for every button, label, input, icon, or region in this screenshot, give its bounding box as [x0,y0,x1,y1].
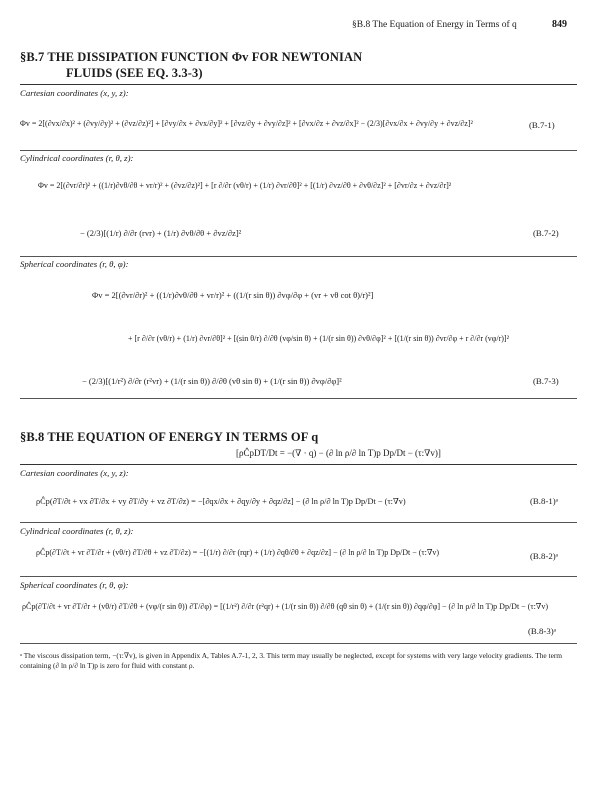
page-number: 849 [552,19,567,30]
coord-label-cylindrical: Cylindrical coordinates (r, θ, z): [20,153,134,163]
equation-number-b7-1: (B.7-1) [529,120,555,130]
equation-number-b8-2: (B.8-2)ᵃ [530,551,559,561]
equation-number-b7-3: (B.7-3) [533,376,559,386]
coord-label-spherical-b8: Spherical coordinates (r, θ, φ): [20,580,129,590]
equation-b7-1: Φv = 2[(∂vx/∂x)² + (∂vy/∂y)² + (∂vz/∂z)²] + [∂vy/∂x + ∂vx/∂y]² + [∂vz/∂y + ∂vy/∂z]² + [∂vx/∂z + ∂vz/∂x]² − (2/3)[∂vx/∂x + ∂vy/∂y + ∂vz/∂z]² [20,119,473,128]
equation-b7-3-line1: Φv = 2[(∂vr/∂r)² + ((1/r)∂vθ/∂θ + vr/r)² + ((1/(r sin θ)) ∂vφ/∂φ + (vr + vθ cot θ)/r)²] [92,290,374,300]
coord-label-spherical: Spherical coordinates (r, θ, φ): [20,259,129,269]
equation-number-b8-1: (B.8-1)ᵃ [530,496,559,506]
section-b7-title-line2: FLUIDS (SEE EQ. 3.3-3) [66,66,203,80]
rule [20,150,577,151]
equation-number-b7-2: (B.7-2) [533,228,559,238]
rule [20,522,577,523]
rule [20,398,577,399]
rule [20,576,577,577]
coord-label-cartesian: Cartesian coordinates (x, y, z): [20,88,129,98]
equation-b8-2: ρĈp(∂T/∂t + vr ∂T/∂r + (vθ/r) ∂T/∂θ + vz ∂T/∂z) = −[(1/r) ∂/∂r (rqr) + (1/r) ∂qθ/∂θ + ∂qz/∂z] − (∂ ln ρ/∂ ln T)p Dp/Dt − (τ:∇v) [36,548,440,557]
equation-b8-1: ρĈp(∂T/∂t + vx ∂T/∂x + vy ∂T/∂y + vz ∂T/∂z) = −[∂qx/∂x + ∂qy/∂y + ∂qz/∂z] − (∂ ln ρ/∂ ln T)p Dp/Dt − (τ:∇v) [36,497,406,506]
equation-b7-3-line3: − (2/3)[(1/r²) ∂/∂r (r²vr) + (1/(r sin θ)) ∂/∂θ (vθ sin θ) + (1/(r sin θ)) ∂vφ/∂φ]² [82,376,342,386]
section-b8-title: §B.8 THE EQUATION OF ENERGY IN TERMS OF q [20,430,319,444]
equation-b7-3-line2: + [r ∂/∂r (vθ/r) + (1/r) ∂vr/∂θ]² + [(sin θ/r) ∂/∂θ (vφ/sin θ) + (1/(r sin θ)) ∂vθ/∂φ]² + [(1/(r sin θ)) ∂vr/∂φ + r ∂/∂r (vφ/r)]² [128,334,509,343]
footnote: ᵃ The viscous dissipation term, −(τ:∇v), is given in Appendix A, Tables A.7-1, 2, 3. This term may usually be neglected, except for systems with very large velocity gradients. The term containing (∂ ln ρ/∂ ln T)p is zero for fluid with constant ρ. [20,651,563,670]
equation-b8-3: ρĈp(∂T/∂t + vr ∂T/∂r + (vθ/r) ∂T/∂θ + (vφ/(r sin θ)) ∂T/∂φ) = [(1/r²) ∂/∂r (r²qr) + (1/(r sin θ)) ∂/∂θ (qθ sin θ) + (1/(r sin θ)) ∂qφ/∂φ] − (∂ ln ρ/∂ ln T)p Dp/Dt − (τ:∇v) [22,602,549,611]
rule [20,643,577,644]
coord-label-cylindrical-b8: Cylindrical coordinates (r, θ, z): [20,526,134,536]
equation-b8-general: [ρĈpDT/Dt = −(∇ · q) − (∂ ln ρ/∂ ln T)p Dp/Dt − (τ:∇v)] [236,448,441,458]
running-head: §B.8 The Equation of Energy in Terms of q [352,20,517,30]
section-b7-title-line1: §B.7 THE DISSIPATION FUNCTION Φv FOR NEWTONIAN [20,50,363,64]
rule [20,464,577,465]
rule [20,256,577,257]
coord-label-cartesian-b8: Cartesian coordinates (x, y, z): [20,468,129,478]
equation-b7-2-line1: Φv = 2[(∂vr/∂r)² + ((1/r)∂vθ/∂θ + vr/r)² + (∂vz/∂z)²] + [r ∂/∂r (vθ/r) + (1/r) ∂vr/∂θ]² + [(1/r) ∂vz/∂θ + ∂vθ/∂z]² + [∂vr/∂z + ∂vz/∂r]² [38,181,452,190]
equation-b7-2-line2: − (2/3)[(1/r) ∂/∂r (rvr) + (1/r) ∂vθ/∂θ + ∂vz/∂z]² [80,228,242,238]
equation-number-b8-3: (B.8-3)ᵃ [528,626,557,636]
rule [20,84,577,85]
